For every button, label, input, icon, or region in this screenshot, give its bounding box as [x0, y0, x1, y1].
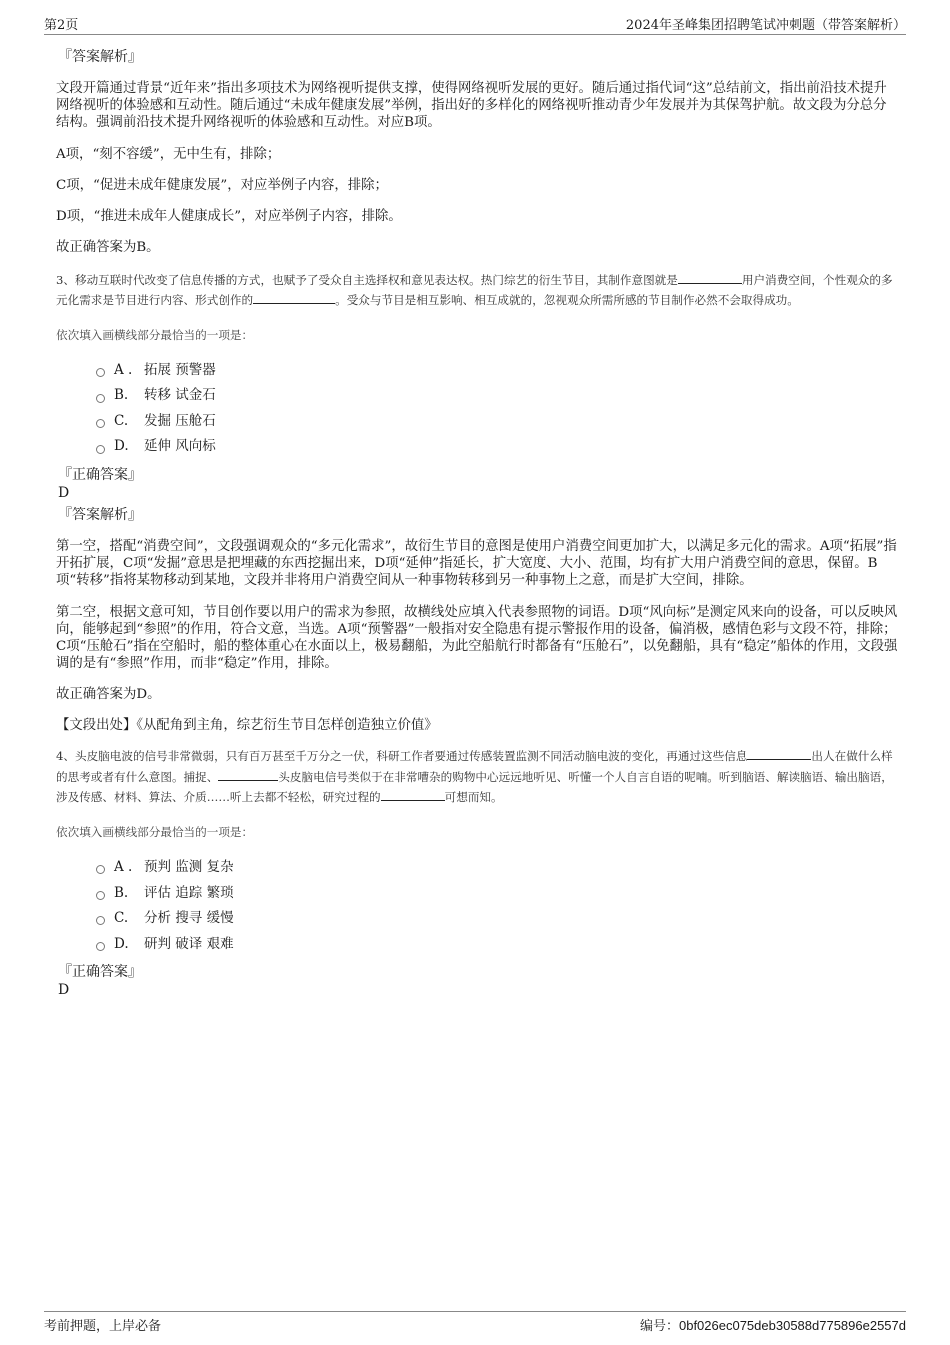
- question-4-text: 4、头皮脑电波的信号非常微弱，只有百万甚至千万分之一伏，科研工作者要通过传感装置监测不同活动脑电波的变化，再通过这些信息 出人在做什么样的思考或者有什么意图。捕捉、 头皮脑电信号类似于在非常嘈杂的购物中心远远地听见、听懂一个人自言自语的呢喃。听到脑语、解读脑语、输出脑语，涉及传感、材料、算法、介质……听上去都不轻松，研究过程的 可想而知。: [56, 749, 893, 805]
- option-a[interactable]: A . 拓展 预警器: [96, 358, 898, 384]
- analysis-paragraph: 文段开篇通过背景“近年来”指出多项技术为网络视听提供支撑，使得网络视听发展的更好。随后通过指代词“这”总结前文，指出前沿技术提升网络视听的体验感和互动性。随后通过“未成年健康发展”举例，指出好的多样化的网络视听推动青少年发展并为其保驾护航。故文段为分总分结构。强调前沿技术提升网络视听的体验感和互动性。对应B项。: [56, 81, 887, 131]
- option-c[interactable]: C. 分析 搜寻 缓慢: [96, 906, 898, 932]
- correct-answer: D: [58, 982, 70, 999]
- answer-conclusion: 故正确答案为D。: [56, 687, 161, 703]
- question-4-instruction: 依次填入画横线部分最恰当的一项是：: [56, 824, 254, 839]
- page-number: 第2页: [44, 18, 79, 33]
- option-b[interactable]: B. 评估 追踪 繁琐: [96, 881, 898, 907]
- question-3-text: 3、移动互联时代改变了信息传播的方式，也赋予了受众自主选择权和意见表达权。热门综艺的衍生节目，其制作意图就是 用户消费空间，个性观众的多元化需求是节目进行内容、形式创作的 。受众与节目是相互影响、相互成就的，忽视观众所需所感的节目制作必然不会取得成功。: [56, 272, 893, 308]
- radio-circle-icon[interactable]: [96, 865, 105, 874]
- page-header: [44, 14, 906, 35]
- analysis-label: 『答案解析』: [58, 506, 142, 523]
- option-a-analysis: A项，“刻不容缓”，无中生有，排除；: [56, 146, 281, 162]
- option-a[interactable]: A . 预判 监测 复杂: [96, 855, 898, 881]
- radio-circle-icon[interactable]: [96, 394, 105, 403]
- blank-3: [381, 788, 445, 801]
- option-d[interactable]: D. 延伸 风向标: [96, 434, 898, 460]
- analysis-paragraph-2: 第二空，根据文意可知，节目创作要以用户的需求为参照，故横线处应填入代表参照物的词语。D项“风向标”是测定风来向的设备，可以反映风向，能够起到“参照”的作用，符合文意，当选。A项“预警器”一般指对安全隐患有提示警报作用的设备，偏消极，感情色彩与文段不符，排除；C项“压舱石”指在空船时，船的整体重心在水面以上，极易翻船，为此空船航行时都备有“压舱石”，以免翻船，具有“稳定”船体的作用，文段强调的是有“参照”作用，而非“稳定”作用，排除。: [56, 604, 898, 672]
- correct-answer-label: 『正确答案』: [58, 466, 142, 483]
- source-citation: 【文段出处】《从配角到主角，综艺衍生节目怎样创造独立价值》: [56, 718, 438, 734]
- analysis-label: 『答案解析』: [58, 49, 142, 65]
- footer-slogan: 考前押题，上岸必备: [44, 1319, 162, 1334]
- option-c-analysis: C项，“促进未成年健康发展”，对应举例子内容，排除；: [56, 177, 388, 193]
- answer-conclusion: 故正确答案为B。: [56, 239, 160, 255]
- page-footer: [44, 1311, 906, 1334]
- blank-1: [747, 747, 811, 760]
- page-content: [56, 48, 898, 999]
- blank-2: [218, 768, 278, 781]
- correct-answer: D: [58, 484, 70, 501]
- option-d[interactable]: D. 研判 破译 艰难: [96, 932, 898, 958]
- option-d-analysis: D项，“推进未成年人健康成长”，对应举例子内容，排除。: [56, 208, 402, 224]
- radio-circle-icon[interactable]: [96, 942, 105, 951]
- blank-1: [678, 271, 742, 284]
- radio-circle-icon[interactable]: [96, 419, 105, 428]
- correct-answer-label: 『正确答案』: [58, 964, 142, 981]
- option-c[interactable]: C. 发掘 压舱石: [96, 409, 898, 435]
- radio-circle-icon[interactable]: [96, 445, 105, 454]
- document-title: 2024年圣峰集团招聘笔试冲刺题（带答案解析）: [625, 18, 906, 33]
- document-serial: 编号：0bf026ec075deb30588d775896e2557d: [639, 1318, 906, 1334]
- option-b[interactable]: B. 转移 试金石: [96, 383, 898, 409]
- question-4-options: [96, 855, 898, 957]
- question-3-instruction: 依次填入画横线部分最恰当的一项是：: [56, 327, 254, 342]
- blank-2: [253, 291, 335, 304]
- analysis-paragraph-1: 第一空，搭配“消费空间”，文段强调观众的“多元化需求”，故衍生节目的意图是使用户消费空间更加扩大，以满足多元化的需求。A项“拓展”指开拓扩展，C项“发掘”意思是把埋藏的东西挖掘出来，D项“延伸”指延长，扩大宽度、大小、范围，均有扩大用户消费空间的意思，保留。B项“转移”指将某物移动到某地，文段并非将用户消费空间从一种事物转移到另一种事物上之意，而是扩大空间，排除。: [56, 538, 897, 589]
- radio-circle-icon[interactable]: [96, 891, 105, 900]
- radio-circle-icon[interactable]: [96, 368, 105, 377]
- question-3-options: [96, 358, 898, 460]
- radio-circle-icon[interactable]: [96, 916, 105, 925]
